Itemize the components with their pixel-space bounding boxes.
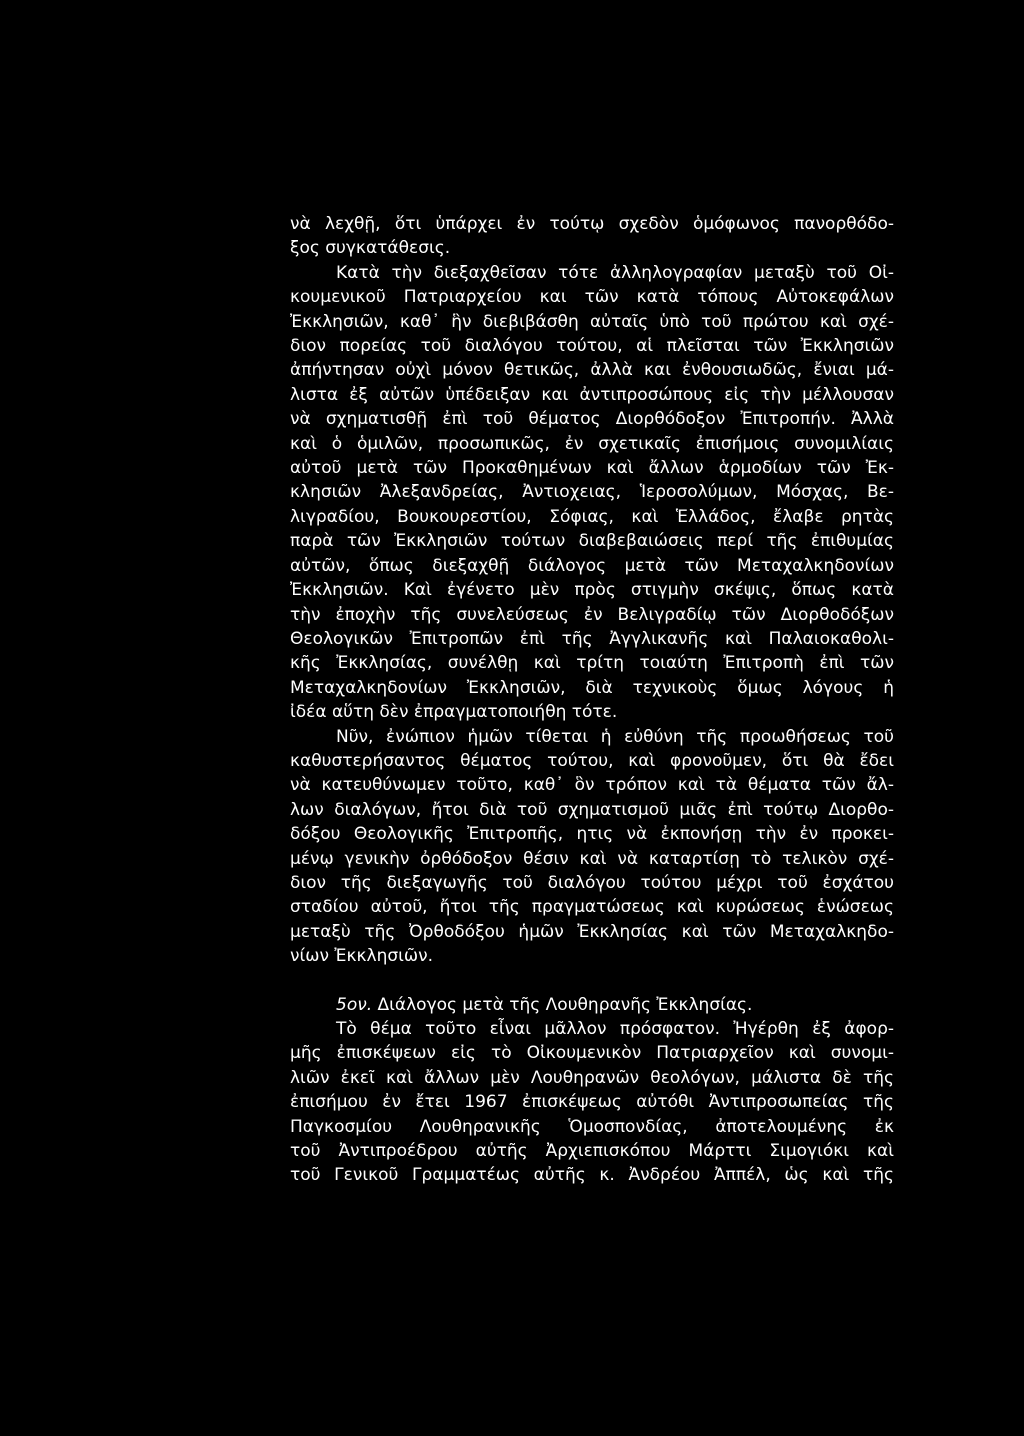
text-line: νὰ σχηματισθῇ ἐπὶ τοῦ θέματος Διορθόδοξον Ἐπιτροπήν. Ἀλλὰ — [290, 409, 894, 430]
section-title: Διάλογος μετὰ τῆς Λουθηρανῆς Ἐκκλησίας. — [377, 994, 753, 1015]
text-line: διον τῆς διεξαγωγῆς τοῦ διαλόγου τούτου μέχρι τοῦ ἐσχάτου — [290, 872, 894, 893]
text-line: Τὸ θέμα τοῦτο εἶναι μᾶλλον πρόσφατον. Ἠγέρθη ἐξ ἀφορ- — [336, 1019, 894, 1039]
text-line: καὶ ὁ ὁμιλῶν, προσωπικῶς, ἐν σχετικαῖς ἐπισήμοις συνομιλίαις — [290, 433, 894, 454]
text-line: τὴν ἐποχὴν τῆς συνελεύσεως ἐν Βελιγραδίῳ τῶν Διορθοδόξων — [290, 604, 894, 625]
text-line: λιῶν ἐκεῖ καὶ ἄλλων μὲν Λουθηρανῶν θεολόγων, μάλιστα δὲ τῆς — [290, 1067, 894, 1088]
text-line: κῆς Ἐκκλησίας, συνέλθῃ καὶ τρίτη τοιαύτη Ἐπιτροπὴ ἐπὶ τῶν — [290, 653, 894, 674]
text-line: μένῳ γενικὴν ὀρθόδοξον θέσιν καὶ νὰ καταρτίσῃ τὸ τελικὸν σχέ- — [290, 848, 894, 869]
text-line: αὐτῶν, ὅπως διεξαχθῇ διάλογος μετὰ τῶν Μεταχαλκηδονίων — [290, 555, 894, 576]
section-heading — [290, 993, 894, 1017]
text-line: Νῦν, ἐνώπιον ἡμῶν τίθεται ἡ εὐθύνη τῆς προωθήσεως τοῦ — [336, 726, 894, 747]
text-line: αὐτοῦ μετὰ τῶν Προκαθημένων καὶ ἄλλων ἁρμοδίων τῶν Ἐκ- — [290, 458, 894, 479]
text-line: παρὰ τῶν Ἐκκλησιῶν τούτων διαβεβαιώσεις περί τῆς ἐπιθυμίας — [290, 531, 894, 552]
text-line: λιστα ἐξ αὐτῶν ὑπέδειξαν και ἀντιπροσώπους εἰς τὴν μέλλουσαν — [290, 384, 894, 405]
text-line: λιγραδίου, Βουκουρεστίου, Σόφιας, καὶ Ἑλλάδος, ἔλαβε ρητὰς — [290, 506, 894, 527]
section-number: 5ον. — [336, 994, 373, 1015]
text-line: μεταξὺ τῆς Ὀρθοδόξου ἡμῶν Ἐκκλησίας καὶ τῶν Μεταχαλκηδο- — [290, 921, 894, 942]
text-line: κουμενικοῦ Πατριαρχείου και τῶν κατὰ τόπους Αὐτοκεφάλων — [290, 287, 894, 308]
text-line: Κατὰ τὴν διεξαχθεῖσαν τότε ἀλληλογραφίαν μεταξὺ τοῦ Οἰ- — [336, 262, 894, 283]
text-line: σταδίου αὐτοῦ, ἤτοι τῆς πραγματώσεως καὶ κυρώσεως ἑνώσεως — [290, 897, 894, 918]
text-line: ξος συγκατάθεσις. — [290, 238, 451, 259]
text-line: κλησιῶν Ἀλεξανδρείας, Ἀντιοχειας, Ἱεροσολύμων, Μόσχας, Βε- — [290, 482, 894, 503]
text-line: Ἐκκλησιῶν. Καὶ ἐγένετο μὲν πρὸς στιγμὴν σκέψις, ὅπως κατὰ — [290, 580, 894, 601]
text-line: νὰ λεχθῇ, ὅτι ὑπάρχει ἐν τούτῳ σχεδὸν ὁμόφωνος πανορθόδο- — [290, 214, 894, 234]
text-line: Μεταχαλκηδονίων Ἐκκλησιῶν, διὰ τεχνικοὺς ὅμως λόγους ἡ — [290, 677, 894, 698]
text-line: ἀπήντησαν οὐχὶ μόνον θετικῶς, ἀλλὰ και ἐνθουσιωδῶς, ἔνιαι μά- — [290, 360, 894, 381]
text-line: τοῦ Ἀντιπροέδρου αὐτῆς Ἀρχιεπισκόπου Μάρττι Σιμογιόκι καὶ — [290, 1141, 894, 1162]
text-line: καθυστερήσαντος θέματος τούτου, καὶ φρονοῦμεν, ὅτι θὰ ἔδει — [290, 750, 894, 771]
text-line: διον πορείας τοῦ διαλόγου τούτου, αἱ πλεῖσται τῶν Ἐκκλησιῶν — [290, 336, 894, 357]
text-line: ἐπισήμου ἐν ἔτει 1967 ἐπισκέψεως αὐτόθι Ἀντιπροσωπείας τῆς — [290, 1092, 894, 1113]
text-line: Θεολογικῶν Ἐπιτροπῶν ἐπὶ τῆς Ἀγγλικανῆς καὶ Παλαιοκαθολι- — [290, 628, 894, 649]
text-line: μῆς ἐπισκέψεων εἰς τὸ Οἰκουμενικὸν Πατριαρχεῖον καὶ συνομι- — [290, 1043, 894, 1064]
text-line: Παγκοσμίου Λουθηρανικῆς Ὁμοσπονδίας, ἀποτελουμένης ἐκ — [290, 1116, 894, 1137]
text-line: λων διαλόγων, ἤτοι διὰ τοῦ σχηματισμοῦ μιᾶς ἐπὶ τούτῳ Διορθο- — [290, 799, 894, 820]
text-line: νὰ κατευθύνωμεν τοῦτο, καθ᾽ ὃν τρόπον καὶ τὰ θέματα τῶν ἄλ- — [290, 775, 894, 796]
page-text — [290, 212, 894, 1188]
text-line: δόξου Θεολογικῆς Ἐπιτροπῆς, ητις νὰ ἐκπονήσῃ τὴν ἐν προκει- — [290, 824, 894, 845]
section-spacer — [290, 969, 894, 993]
text-line: νίων Ἐκκλησιῶν. — [290, 946, 434, 967]
text-line: τοῦ Γενικοῦ Γραμματέως αὐτῆς κ. Ἀνδρέου Ἀππέλ, ὡς καὶ τῆς — [290, 1165, 894, 1186]
text-line: Ἐκκλησιῶν, καθ᾽ ἣν διεβιβάσθη αὐταῖς ὑπὸ τοῦ πρώτου καὶ σχέ- — [290, 311, 894, 332]
text-line: ἰδέα αὕτη δὲν ἐπραγματοποιήθη τότε. — [290, 702, 618, 723]
